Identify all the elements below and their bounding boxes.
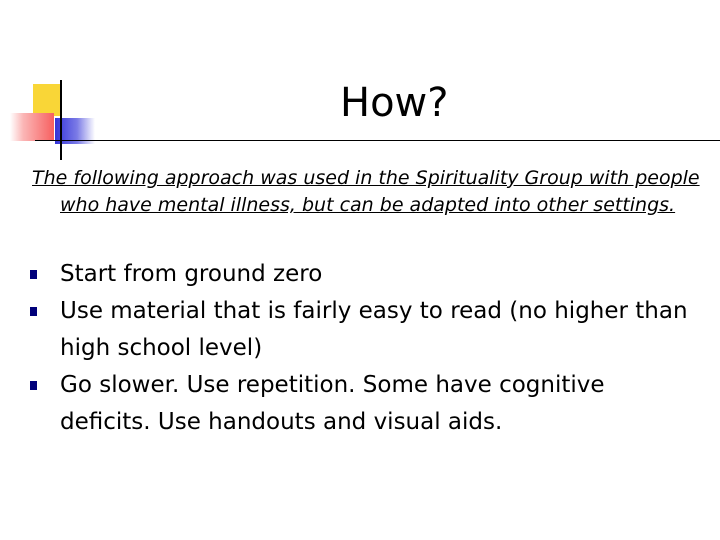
ornament-vertical-line [60,80,62,160]
title-divider-line [35,140,720,141]
bullet-text: Start from ground zero [60,261,323,287]
bullet-item [30,367,700,441]
ornament-red-square [10,113,54,141]
bullet-item [30,293,700,367]
bullet-item [30,256,700,293]
intro-text: The following approach was used in the Spirituality Group with people who have mental illness, but can be adapted into other settings. [32,167,700,216]
bullet-square-icon [30,307,37,316]
bullet-text: Use material that is fairly easy to read (no higher than high school level) [60,298,688,361]
bullet-list [30,256,700,441]
slide-title: How? [340,80,449,126]
bullet-square-icon [30,381,37,390]
bullet-square-icon [30,270,37,279]
ornament-yellow-square [33,84,61,116]
bullet-text: Go slower. Use repetition. Some have cognitive deficits. Use handouts and visual aids. [60,372,605,435]
